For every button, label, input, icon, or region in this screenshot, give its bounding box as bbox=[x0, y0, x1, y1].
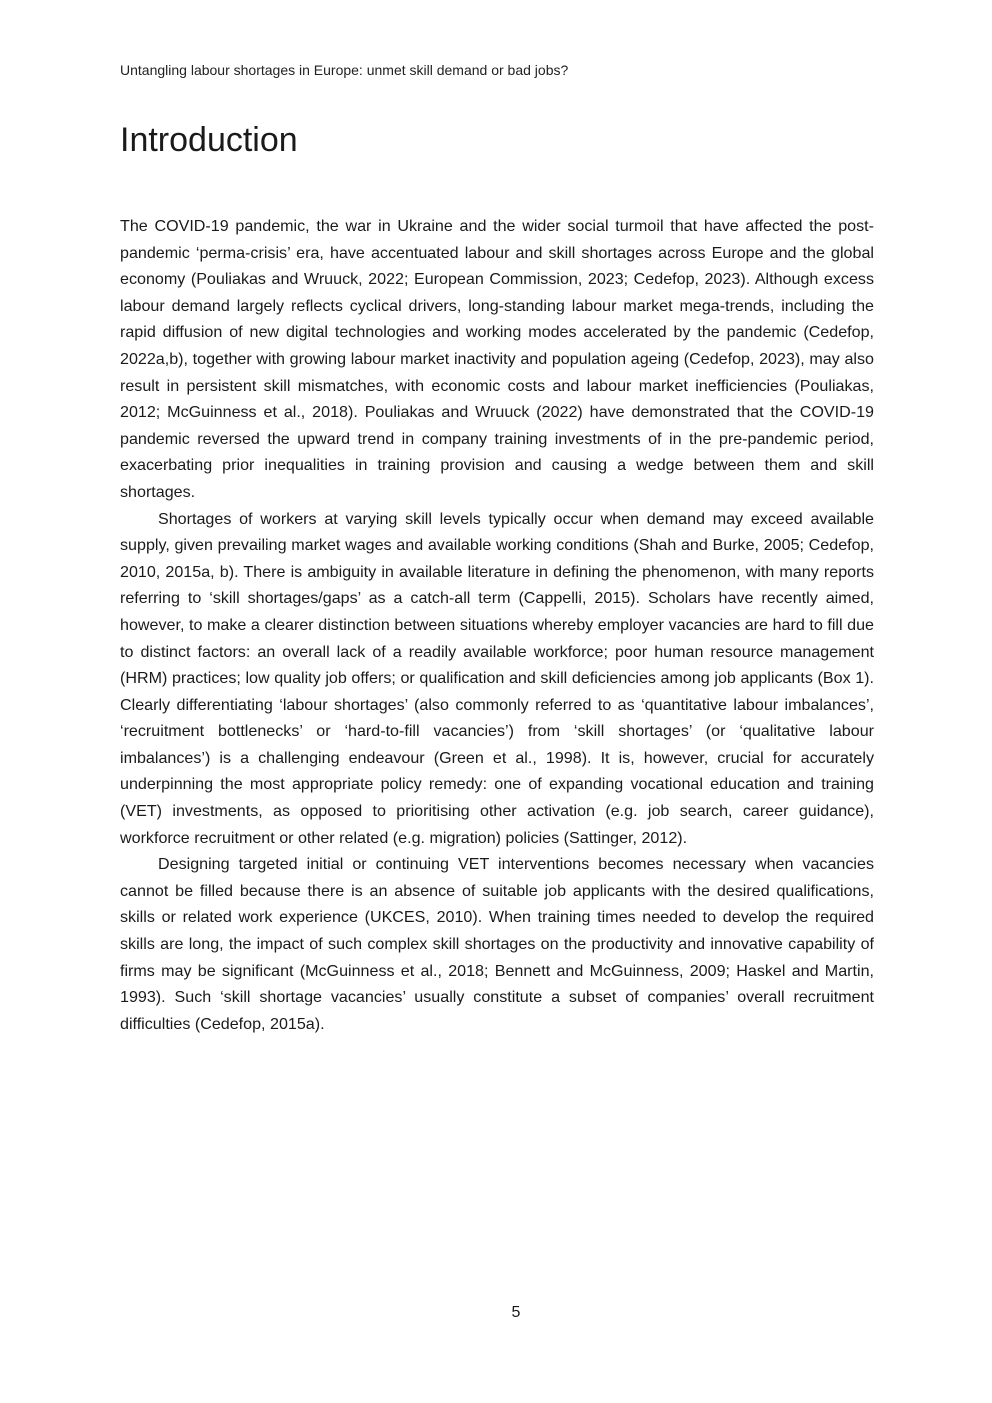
paragraph-3: Designing targeted initial or continuing VET interventions becomes necessary when vacancies cannot be filled because there is an absence of suitable job applicants with the desired qualifications, skills or related work experience (UKCES, 2010). When training times needed to develop the required skills are long, the impact of such complex skill shortages on the productivity and innovative capability of firms may be significant (McGuinness et al., 2018; Bennett and McGuinness, 2009; Haskel and Martin, 1993). Such ‘skill shortage vacancies’ usually constitute a subset of companies’ overall recruitment difficulties (Cedefop, 2015a). bbox=[120, 855, 874, 1033]
paragraph-2: Shortages of workers at varying skill levels typically occur when demand may exceed available supply, given prevailing market wages and available working conditions (Shah and Burke, 2005; Cedefop, 2010, 2015a, b). There is ambiguity in available literature in defining the phenomenon, with many reports referring to ‘skill shortages/gaps’ as a catch-all term (Cappelli, 2015). Scholars have recently aimed, however, to make a clearer distinction between situations whereby employer vacancies are hard to fill due to distinct factors: an overall lack of a readily available workforce; poor human resource management (HRM) practices; low quality job offers; or qualification and skill deficiencies among job applicants (Box 1). Clearly differentiating ‘labour shortages’ (also commonly referred to as ‘quantitative labour imbalances’, ‘recruitment bottlenecks’ or ‘hard-to-fill vacancies’) from ‘skill shortages’ (or ‘qualitative labour imbalances’) is a challenging endeavour (Green et al., 1998). It is, however, crucial for accurately underpinning the most appropriate policy remedy: one of expanding vocational education and training (VET) investments, as opposed to prioritising other activation (e.g. job search, career guidance), workforce recruitment or other related (e.g. migration) policies (Sattinger, 2012). bbox=[120, 509, 874, 847]
page-number: 5 bbox=[511, 1304, 521, 1321]
running-header: Untangling labour shortages in Europe: unmet skill demand or bad jobs? bbox=[120, 62, 569, 78]
body-text bbox=[120, 213, 874, 1037]
paragraph-1: The COVID-19 pandemic, the war in Ukraine and the wider social turmoil that have affected the post-pandemic ‘perma-crisis’ era, have accentuated labour and skill shortages across Europe and the global economy (Pouliakas and Wruuck, 2022; European Commission, 2023; Cedefop, 2023). Although excess labour demand largely reflects cyclical drivers, long-standing labour market mega-trends, including the rapid diffusion of new digital technologies and working modes accelerated by the pandemic (Cedefop, 2022a,b), together with growing labour market inactivity and population ageing (Cedefop, 2023), may also result in persistent skill mismatches, with economic costs and labour market inefficiencies (Pouliakas, 2012; McGuinness et al., 2018). Pouliakas and Wruuck (2022) have demonstrated that the COVID-19 pandemic reversed the upward trend in company training investments of in the pre-pandemic period, exacerbating prior inequalities in training provision and causing a wedge between them and skill shortages. bbox=[120, 217, 874, 501]
section-title: Introduction bbox=[120, 121, 298, 159]
